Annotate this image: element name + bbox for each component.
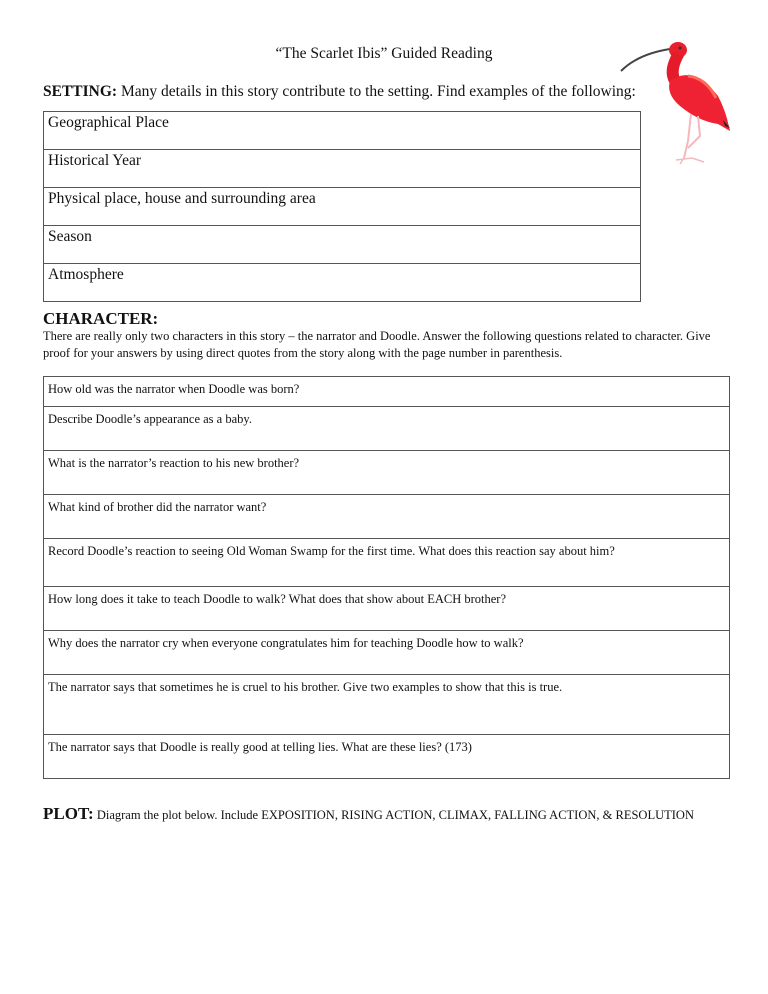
table-row[interactable] [44,188,641,226]
setting-field-label[interactable]: Atmosphere [44,264,641,302]
question-cell[interactable]: Record Doodle’s reaction to seeing Old Woman Swamp for the first time. What does this reaction say about him? [44,539,730,587]
plot-instructions: Diagram the plot below. Include EXPOSITION, RISING ACTION, CLIMAX, FALLING ACTION, & RESOLUTION [96,808,694,822]
character-description: There are really only two characters in this story – the narrator and Doodle. Answer the following questions related to character. Give proof for your answers by using direct quotes from the story along with the page number in parenthesis. [43,329,711,360]
plot-heading: PLOT: [43,804,94,823]
question-cell[interactable]: The narrator says that sometimes he is cruel to his brother. Give two examples to show that this is true. [44,675,730,735]
table-row[interactable] [44,377,730,407]
question-cell[interactable]: What is the narrator’s reaction to his new brother? [44,451,730,495]
table-row[interactable] [44,407,730,451]
plot-instructions-line [43,804,694,824]
table-row[interactable] [44,539,730,587]
table-row[interactable] [44,150,641,188]
document-title: “The Scarlet Ibis” Guided Reading [275,45,493,62]
question-cell[interactable]: What kind of brother did the narrator want? [44,495,730,539]
question-cell[interactable]: Why does the narrator cry when everyone congratulates him for teaching Doodle how to walk? [44,631,730,675]
setting-instructions: Many details in this story contribute to the setting. Find examples of the following: [120,83,636,100]
setting-field-label[interactable]: Season [44,226,641,264]
question-cell[interactable]: Describe Doodle’s appearance as a baby. [44,407,730,451]
character-table [43,376,730,779]
setting-heading: SETTING: [43,83,118,100]
table-row[interactable] [44,112,641,150]
table-row[interactable] [44,495,730,539]
table-row[interactable] [44,451,730,495]
setting-field-label[interactable]: Physical place, house and surrounding area [44,188,641,226]
table-row[interactable] [44,631,730,675]
question-cell[interactable]: How old was the narrator when Doodle was born? [44,377,730,407]
table-row[interactable] [44,226,641,264]
setting-instructions-line [43,83,636,101]
table-row[interactable] [44,264,641,302]
character-heading: CHARACTER: [43,309,159,328]
setting-field-label[interactable]: Geographical Place [44,112,641,150]
setting-table [43,111,641,302]
question-cell[interactable]: How long does it take to teach Doodle to walk? What does that show about EACH brother? [44,587,730,631]
question-cell[interactable]: The narrator says that Doodle is really good at telling lies. What are these lies? (173) [44,735,730,779]
table-row[interactable] [44,675,730,735]
table-row[interactable] [44,735,730,779]
table-row[interactable] [44,587,730,631]
setting-field-label[interactable]: Historical Year [44,150,641,188]
